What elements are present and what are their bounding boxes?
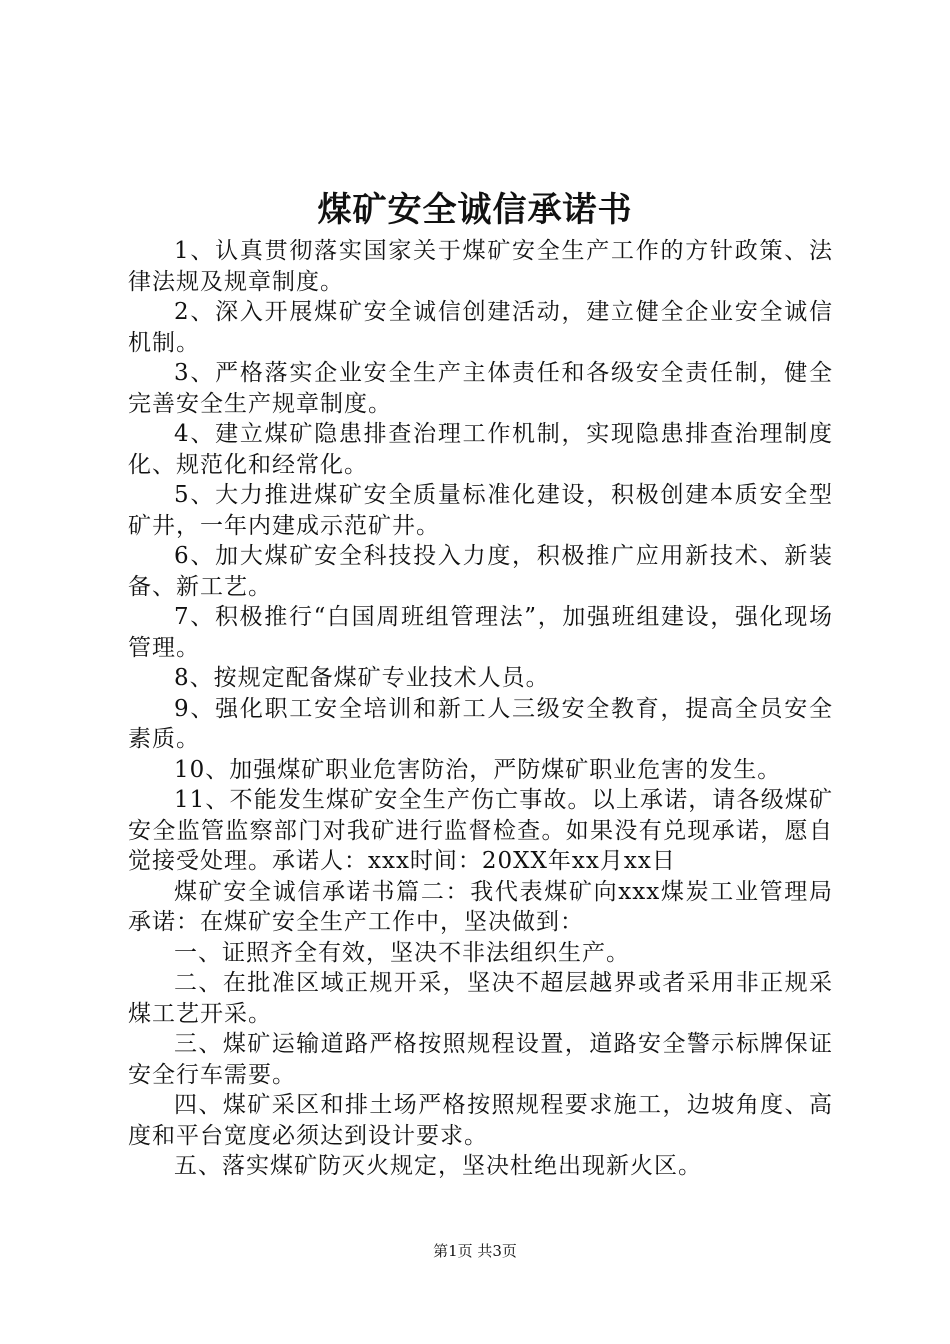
- paragraph: 6、加大煤矿安全科技投入力度，积极推广应用新技术、新装备、新工艺。: [128, 543, 833, 600]
- paragraph: 四、煤矿采区和排土场严格按照规程要求施工，边坡角度、高度和平台宽度必须达到设计要求。: [128, 1092, 833, 1149]
- paragraph: 一、证照齐全有效，坚决不非法组织生产。: [174, 939, 630, 966]
- paragraph: 4、建立煤矿隐患排查治理工作机制，实现隐患排查治理制度化、规范化和经常化。: [128, 421, 833, 478]
- paragraph: 5、大力推进煤矿安全质量标准化建设，积极创建本质安全型矿井，一年内建成示范矿井。: [128, 482, 833, 539]
- document-body: [128, 236, 833, 1182]
- paragraph: 五、落实煤矿防灭火规定，坚决杜绝出现新火区。: [174, 1153, 702, 1179]
- paragraph: 8、按规定配备煤矿专业技术人员。: [174, 665, 550, 691]
- paragraph: 二、在批准区域正规开采，坚决不超层越界或者采用非正规采煤工艺开采。: [128, 970, 833, 1027]
- paragraph: 煤矿安全诚信承诺书篇二：我代表煤矿向xxx煤炭工业管理局承诺：在煤矿安全生产工作中，坚决做到：: [128, 878, 833, 935]
- paragraph: 三、煤矿运输道路严格按照规程设置，道路安全警示标牌保证安全行车需要。: [128, 1031, 833, 1088]
- paragraph: 7、积极推行“白国周班组管理法”，加强班组建设，强化现场管理。: [128, 604, 833, 661]
- document-title: 煤矿安全诚信承诺书: [317, 190, 633, 230]
- paragraph: 3、严格落实企业安全生产主体责任和各级安全责任制，健全完善安全生产规章制度。: [128, 360, 833, 417]
- page-number-footer: 第1页 共3页: [433, 1242, 517, 1260]
- paragraph: 10、加强煤矿职业危害防治，严防煤矿职业危害的发生。: [174, 756, 782, 783]
- paragraph: 2、深入开展煤矿安全诚信创建活动，建立健全企业安全诚信机制。: [128, 299, 833, 356]
- paragraph: 1、认真贯彻落实国家关于煤矿安全生产工作的方针政策、法律法规及规章制度。: [128, 238, 833, 295]
- paragraph: 9、强化职工安全培训和新工人三级安全教育，提高全员安全素质。: [128, 695, 833, 752]
- paragraph: 11、不能发生煤矿安全生产伤亡事故。以上承诺，请各级煤矿安全监管监察部门对我矿进行监督检查。如果没有兑现承诺，愿自觉接受处理。承诺人：xxx时间：20XX年xx月xx日: [128, 787, 833, 874]
